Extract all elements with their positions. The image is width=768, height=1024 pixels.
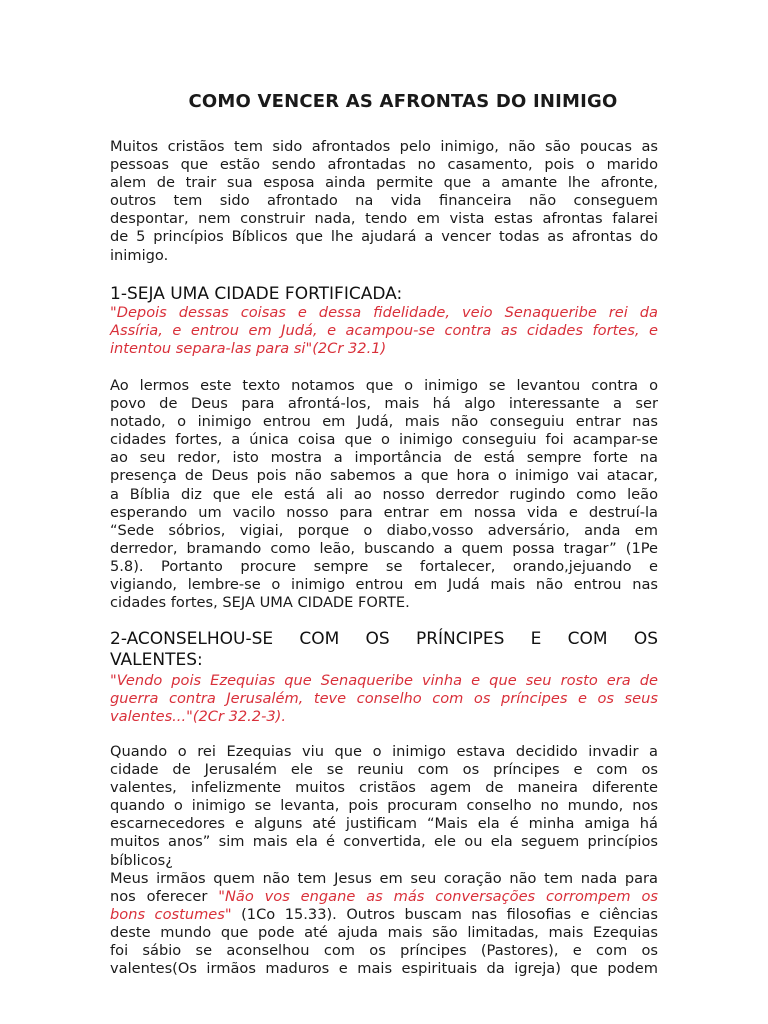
text-segment: 2-ACONSELHOU-SE COM OS PRÍNCIPES E COM OS [110,629,658,649]
text-line [110,413,658,431]
text-segment: 1-SEJA UMA CIDADE FORTIFICADA: [110,284,403,304]
text-segment: povo de Deus para afrontá-los, mais há algo interessante a ser [110,395,658,413]
text-segment: derredor, bramando como leão, buscando a quem possa tragar” (1Pe [110,539,658,557]
text-line [110,743,658,761]
text-line [110,870,658,888]
text-segment: alem de trair sua esposa ainda permite que a amante lhe afronte, [110,174,658,192]
heading-2 [110,629,658,670]
text-segment: de 5 princípios Bíblicos que lhe ajudará a vencer todas as afrontas do [110,228,658,246]
text-segment: valentes, infelizmente muitos cristãos agem de maneira diferente [110,779,658,797]
text-segment: ao seu redor, isto mostra a importância de está sempre forte na [110,449,658,467]
text-segment: escarnecedores e alguns até justificam “Mais ela é minha amiga há [110,815,658,833]
text-line [110,449,658,467]
text-segment: cidades fortes, SEJA UMA CIDADE FORTE. [110,594,410,612]
text-line [110,690,658,708]
text-line [110,174,658,192]
text-segment: presença de Deus pois não sabemos a que hora o inimigo vai atacar, [110,467,658,485]
text-line [110,504,658,522]
quote-1 [110,304,658,358]
text-segment: nos oferecer [110,888,219,906]
text-line [110,558,658,576]
paragraph-2 [110,377,658,612]
text-segment: muitos anos” sim mais ela é convertida, ele ou ela seguem princípios [110,833,658,851]
text-line [110,138,658,156]
text-line [110,431,658,449]
heading-1 [110,284,658,305]
text-line [110,377,658,395]
text-line [110,247,658,265]
text-line [110,942,658,960]
text-segment: foi sábio se aconselhou com os príncipes (Pastores), e com os [110,942,658,960]
text-segment: inimigo. [110,246,169,264]
text-line [110,576,658,594]
text-segment: cidade de Jerusalém ele se reuniu com os príncipes e com os [110,761,658,779]
scripture-quote: Assíria, e entrou em Judá, e acampou-se contra as cidades fortes, e [110,322,658,340]
quote-2 [110,672,658,726]
scripture-quote: "Não vos engane as más conversações corrompem os [218,888,659,906]
text-line [110,672,658,690]
text-line [110,322,658,340]
text-line [110,708,658,726]
text-segment: Muitos cristãos tem sido afrontados pelo inimigo, não são poucas as [110,138,658,155]
text-line [110,395,658,413]
text-line [110,960,658,978]
text-segment: VALENTES: [110,649,203,670]
text-line [110,304,658,322]
text-line [110,779,658,797]
text-line [110,540,658,558]
scripture-quote: "Depois dessas coisas e dessa fidelidade, veio Senaqueribe rei da [110,304,658,321]
document-title: COMO VENCER AS AFRONTAS DO INIMIGO [188,91,618,112]
text-segment: despontar, nem construir nada, tendo em vista estas afrontas falarei [110,210,658,228]
text-line [110,852,658,870]
text-line [110,340,658,358]
text-line [110,284,658,305]
text-line [110,924,658,942]
text-line [110,156,658,174]
text-segment: (1Co 15.33). Outros buscam nas filosofias e ciências [231,906,658,924]
text-line [110,467,658,485]
text-line [110,594,658,612]
text-segment: deste mundo que pode até ajuda mais são limitadas, mais Ezequias [110,924,658,942]
text-segment: pessoas que estão sendo afrontadas no casamento, pois o marido [110,156,658,174]
text-line [110,761,658,779]
text-segment: vigiando, lembre-se o inimigo entrou em Judá mais não entrou nas [110,576,658,594]
scripture-quote: valentes..."(2Cr 32.2-3). [110,708,286,726]
scripture-quote: "Vendo pois Ezequias que Senaqueribe vinha e que seu rosto era de [110,672,658,689]
text-line [110,629,658,650]
text-segment: notado, o inimigo entrou em Judá, mais não conseguiu entrar nas [110,413,658,431]
text-line [110,210,658,228]
text-segment: “Sede sóbrios, vigiai, porque o diabo,vosso adversário, anda em [110,521,658,539]
scripture-quote: intentou separa-las para si"(2Cr 32.1) [110,340,387,358]
text-line [110,833,658,851]
text-segment: Quando o rei Ezequias viu que o inimigo estava decidido invadir a [110,743,658,760]
paragraph-4 [110,870,658,979]
text-segment: Ao lermos este texto notamos que o inimigo se levantou contra o [110,377,658,394]
text-segment: esperando um vacilo nosso para entrar em nossa vida e destruí-la [110,503,658,521]
scripture-quote: guerra contra Jerusalém, teve conselho com os príncipes e os seus [110,690,658,708]
text-segment: cidades fortes, a única coisa que o inimigo conseguiu foi acampar-se [110,431,658,449]
text-segment: bíblicos¿ [110,851,173,869]
paragraph-3 [110,743,658,870]
text-line [110,797,658,815]
text-line [110,815,658,833]
text-segment: Meus irmãos quem não tem Jesus em seu coração não tem nada para [110,870,658,887]
text-line [110,486,658,504]
text-line [110,650,658,671]
text-line [110,888,658,906]
text-line [110,906,658,924]
text-segment: 5.8). Portanto procure sempre se fortalecer, orando,jejuando e [110,557,658,575]
text-segment: a Bíblia diz que ele está ali ao nosso derredor rugindo como leão [110,485,658,503]
text-line [110,228,658,246]
text-line [110,522,658,540]
text-segment: outros tem sido afrontado na vida financeira não conseguem [110,192,658,210]
text-segment: valentes(Os irmãos maduros e mais espirituais da igreja) que podem [110,960,658,978]
intro-paragraph [110,138,658,265]
text-line [110,192,658,210]
text-segment: quando o inimigo se levanta, pois procuram conselho no mundo, nos [110,797,658,815]
scripture-quote: bons costumes" [110,906,232,924]
